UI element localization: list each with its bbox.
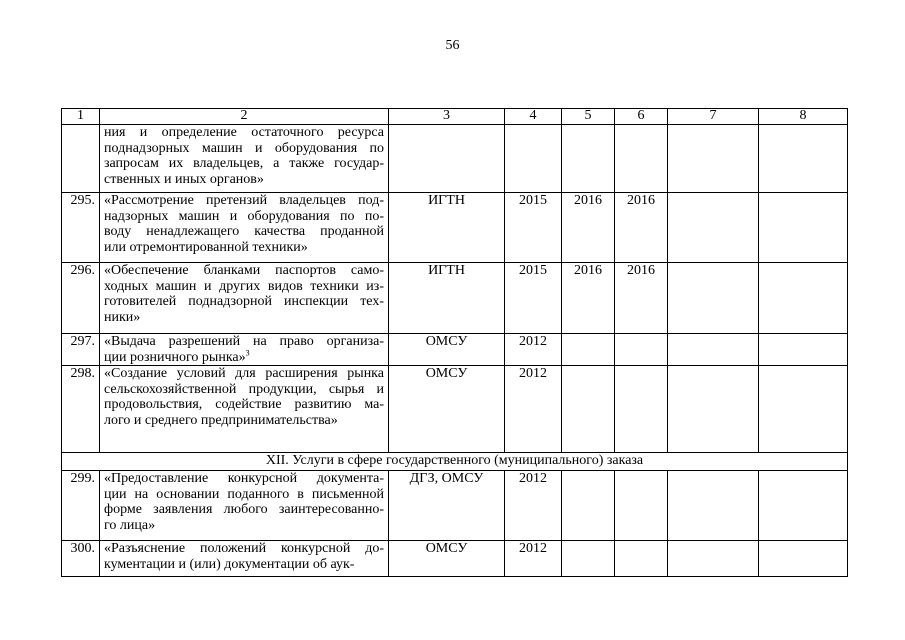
description-line: «Предоставление конкурсной документа- — [104, 471, 384, 486]
service-description — [100, 471, 389, 541]
cell-c7 — [668, 193, 759, 263]
column-header: 5 — [562, 109, 615, 125]
description-line: запросам их владельцев, а также государ- — [104, 156, 384, 171]
cell-c7 — [668, 125, 759, 193]
cell-c3 — [389, 125, 505, 193]
description-line: лого и среднего предпринимательства» — [104, 412, 338, 428]
cell-c8 — [759, 471, 848, 541]
column-header: 1 — [62, 109, 100, 125]
row-number: 298. — [62, 366, 100, 453]
description-line: «Обеспечение бланками паспортов само- — [104, 263, 384, 278]
description-line: форме заявления любого заинтересованно- — [104, 502, 384, 517]
column-header: 2 — [100, 109, 389, 125]
cell-c6 — [615, 541, 668, 577]
cell-c6 — [615, 471, 668, 541]
column-header: 4 — [505, 109, 562, 125]
table-row — [62, 541, 848, 577]
service-description — [100, 263, 389, 334]
service-description — [100, 193, 389, 263]
description-line: «Рассмотрение претензий владельцев под- — [104, 193, 384, 208]
description-line: «Разъяснение положений конкурсной до- — [104, 541, 384, 556]
description-line: ходных машин и других видов техники из- — [104, 278, 384, 294]
cell-c5: 2016 — [562, 263, 615, 334]
cell-c4: 2015 — [505, 193, 562, 263]
cell-c8 — [759, 125, 848, 193]
table-row — [62, 193, 848, 263]
cell-c3: ИГТН — [389, 263, 505, 334]
cell-c3: ОМСУ — [389, 334, 505, 366]
description-line: кументации и (или) документации об аук- — [104, 556, 355, 572]
description-line: воду ненадлежащего качества проданной — [104, 224, 384, 239]
table-row — [62, 334, 848, 366]
cell-c8 — [759, 193, 848, 263]
row-number — [62, 125, 100, 193]
cell-c6: 2016 — [615, 263, 668, 334]
cell-c7 — [668, 541, 759, 577]
cell-c7 — [668, 366, 759, 453]
row-number: 296. — [62, 263, 100, 334]
row-number: 297. — [62, 334, 100, 366]
column-header: 6 — [615, 109, 668, 125]
description-line: ции розничного рынка» — [104, 349, 246, 365]
cell-c8 — [759, 541, 848, 577]
description-line: «Создание условий для расширения рынка — [104, 366, 384, 381]
cell-c4: 2012 — [505, 366, 562, 453]
description-line: ния и определение остаточного ресурса — [104, 125, 384, 140]
cell-c4 — [505, 125, 562, 193]
services-table — [61, 108, 848, 577]
description-line: поднадзорных машин и оборудования по — [104, 140, 384, 156]
cell-c6 — [615, 125, 668, 193]
column-header-row — [62, 109, 848, 125]
cell-c3: ОМСУ — [389, 366, 505, 453]
cell-c3: ОМСУ — [389, 541, 505, 577]
page-number: 56 — [445, 38, 460, 53]
description-line: или отремонтированной техники» — [104, 239, 308, 255]
cell-c7 — [668, 334, 759, 366]
column-header: 7 — [668, 109, 759, 125]
description-line-wrap — [104, 347, 384, 366]
description-line: продовольствия, содействие развитию ма- — [104, 397, 384, 412]
cell-c8 — [759, 366, 848, 453]
column-header: 3 — [389, 109, 505, 125]
row-number: 300. — [62, 541, 100, 577]
cell-c4: 2012 — [505, 471, 562, 541]
cell-c5 — [562, 125, 615, 193]
footnote-marker: 3 — [245, 347, 250, 357]
cell-c5 — [562, 471, 615, 541]
row-number: 299. — [62, 471, 100, 541]
table-row — [62, 366, 848, 453]
cell-c5: 2016 — [562, 193, 615, 263]
section-row — [62, 453, 848, 471]
cell-c8 — [759, 263, 848, 334]
cell-c6: 2016 — [615, 193, 668, 263]
cell-c5 — [562, 366, 615, 453]
table-row — [62, 125, 848, 193]
cell-c5 — [562, 541, 615, 577]
cell-c8 — [759, 334, 848, 366]
cell-c4: 2012 — [505, 541, 562, 577]
table-row — [62, 263, 848, 334]
description-line: надзорных машин и оборудования по по- — [104, 208, 384, 224]
cell-c6 — [615, 366, 668, 453]
service-description — [100, 125, 389, 193]
cell-c7 — [668, 263, 759, 334]
description-line: го лица» — [104, 517, 156, 533]
description-line: готовителей поднадзорной инспекции тех- — [104, 294, 384, 309]
cell-c5 — [562, 334, 615, 366]
cell-c4: 2015 — [505, 263, 562, 334]
service-description — [100, 366, 389, 453]
description-line: ники» — [104, 309, 141, 325]
description-line: ственных и иных органов» — [104, 171, 264, 187]
cell-c3: ИГТН — [389, 193, 505, 263]
column-header: 8 — [759, 109, 848, 125]
row-number: 295. — [62, 193, 100, 263]
cell-c7 — [668, 471, 759, 541]
table-row — [62, 471, 848, 541]
cell-c3: ДГЗ, ОМСУ — [389, 471, 505, 541]
service-description — [100, 334, 389, 366]
cell-c6 — [615, 334, 668, 366]
cell-c4: 2012 — [505, 334, 562, 366]
service-description — [100, 541, 389, 577]
description-line: «Выдача разрешений на право организа- — [104, 334, 384, 349]
description-line: ции на основании поданного в письменной — [104, 486, 384, 502]
section-title: XII. Услуги в сфере государственного (муниципального) заказа — [62, 453, 848, 471]
description-line: сельскохозяйственной продукции, сырья и — [104, 381, 384, 397]
